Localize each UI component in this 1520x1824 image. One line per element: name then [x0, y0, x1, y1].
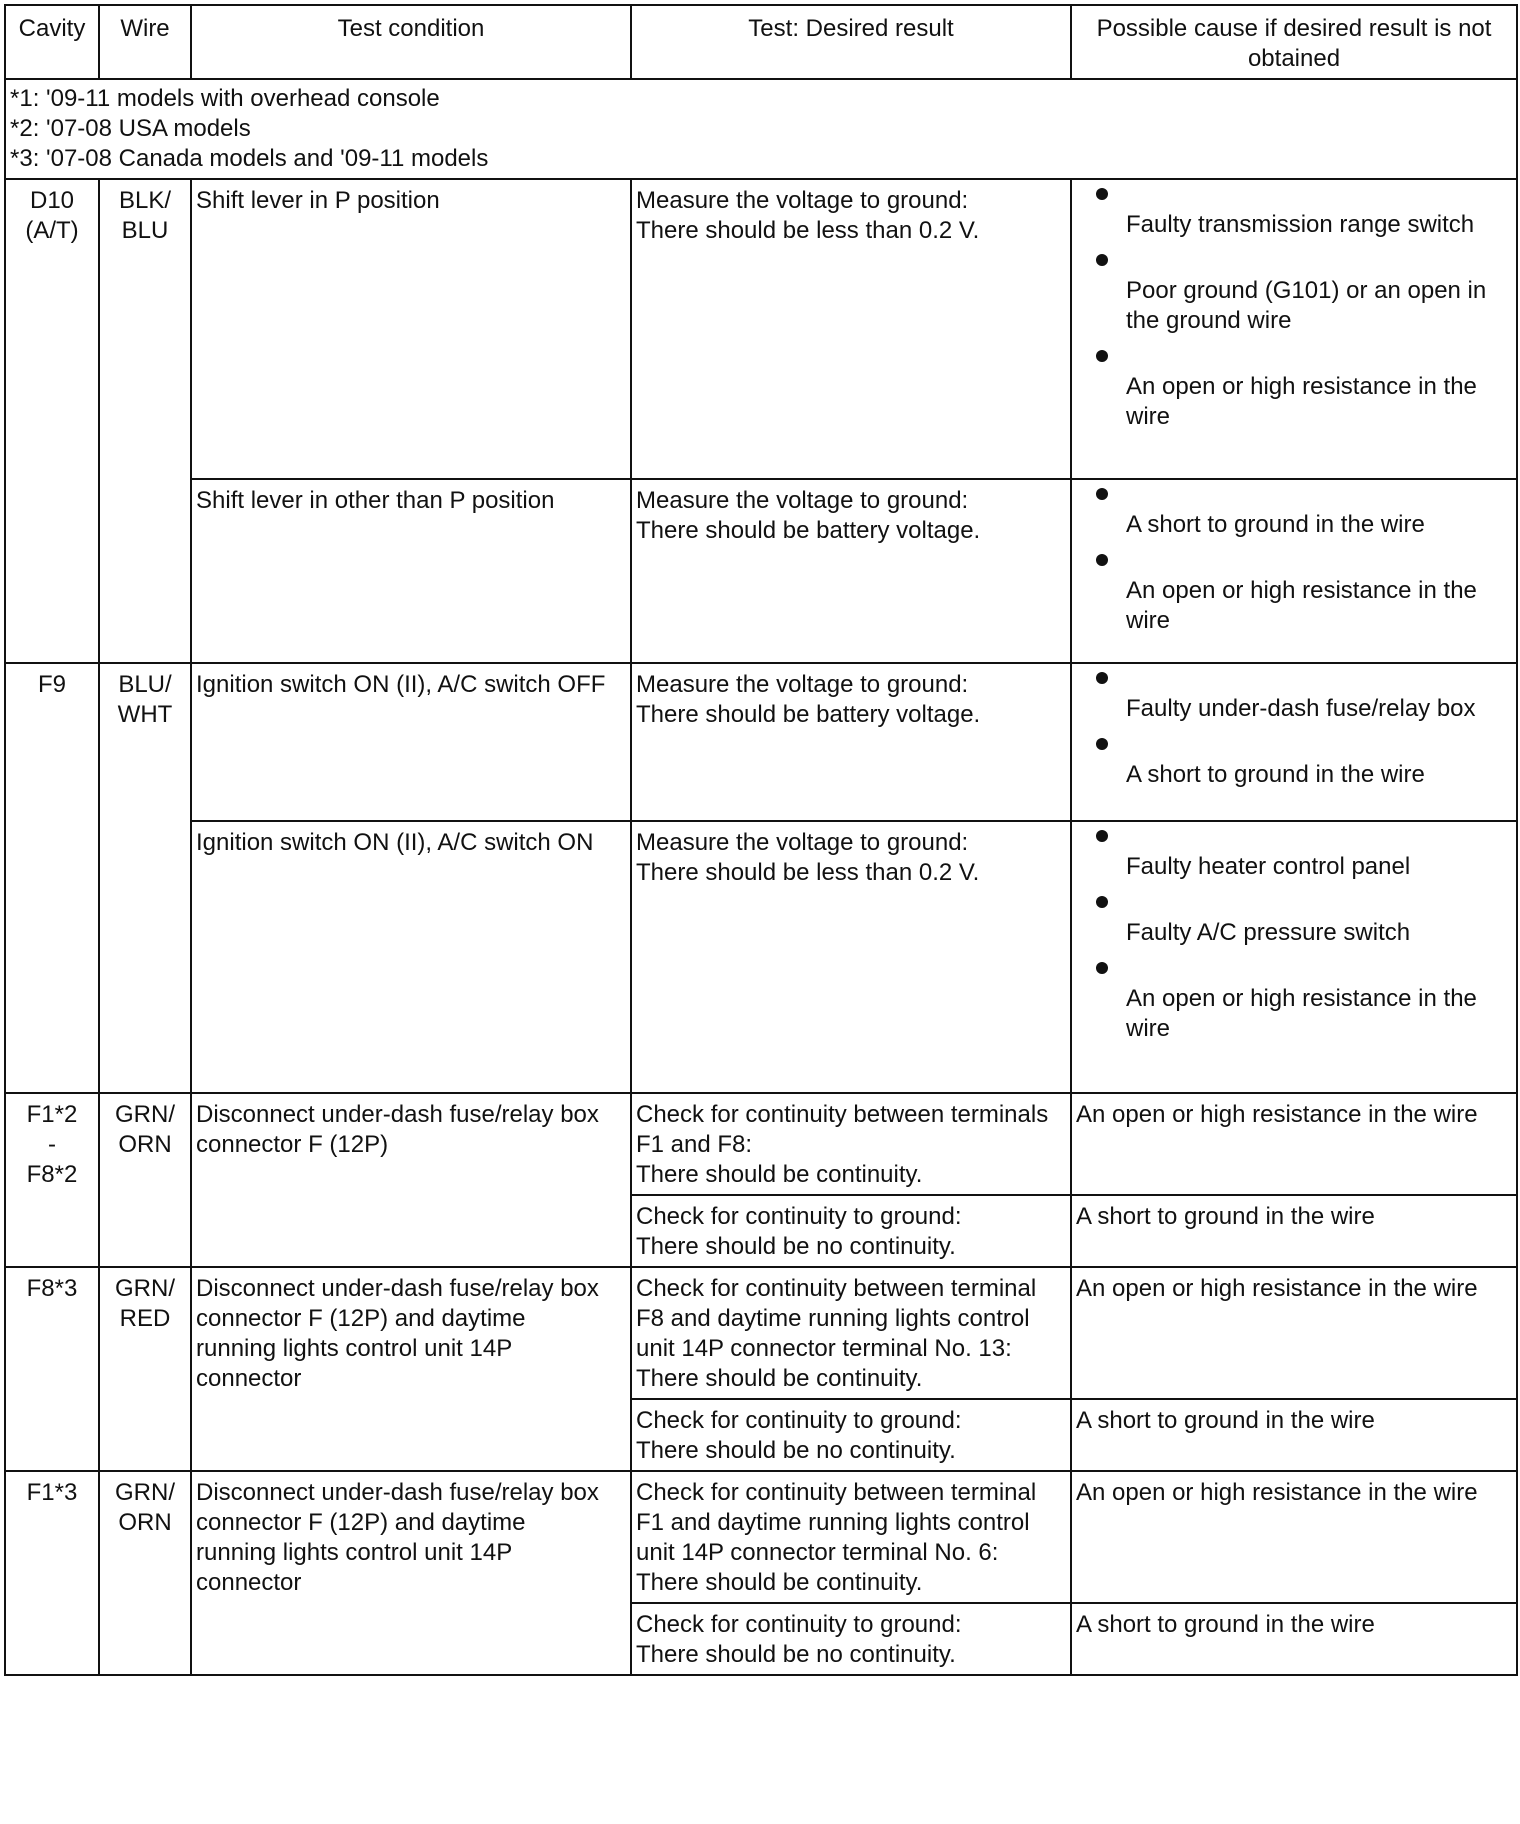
test-condition-text: Disconnect under-dash fuse/relay box: [196, 1275, 599, 1302]
table-row: [5, 1471, 1517, 1603]
possible-cause-cell: [1071, 179, 1517, 479]
cause-bullet-item: [1076, 348, 1512, 432]
table-body: [5, 79, 1517, 1675]
bullet-dot-icon: [1096, 672, 1108, 684]
possible-cause-cell: [1071, 1603, 1517, 1675]
bullet-dot-icon: [1096, 896, 1108, 908]
wire-color-text: BLK/: [118, 187, 172, 214]
cause-bullet-item: [1076, 186, 1512, 240]
test-condition-text: connector F (12P) and daytime: [196, 1509, 526, 1536]
cavity-cell: [5, 1267, 99, 1471]
test-condition-text: connector F (12P) and daytime: [196, 1305, 526, 1332]
desired-result-cell: [631, 1399, 1071, 1471]
desired-result-cell: [631, 663, 1071, 821]
test-condition-cell: [191, 821, 631, 1093]
test-condition-cell: [191, 179, 631, 479]
possible-cause-cell: [1071, 1267, 1517, 1399]
cavity-text: F9: [37, 671, 66, 698]
wire-color-cell: [99, 663, 191, 1093]
wire-color-text: ORN: [118, 1509, 172, 1536]
test-condition-text: Ignition switch ON (II), A/C switch OFF: [196, 671, 606, 698]
wiring-test-table: [4, 4, 1518, 1676]
header-wire: Wire: [99, 5, 191, 79]
wire-color-text: GRN/: [115, 1479, 175, 1506]
cause-text: A short to ground in the wire: [1076, 1611, 1375, 1638]
cause-bullet-item: [1076, 252, 1512, 336]
test-condition-text: running lights control unit 14P: [196, 1335, 513, 1362]
bullet-dot-icon: [1096, 830, 1108, 842]
test-condition-cell: [191, 1471, 631, 1675]
cause-text: An open or high resistance in the wire: [1076, 1479, 1478, 1506]
cause-bullet-item: [1076, 552, 1512, 636]
wire-color-text: GRN/: [115, 1101, 175, 1128]
desired-result-text: Measure the voltage to ground:: [636, 829, 969, 856]
test-condition-text: Disconnect under-dash fuse/relay box: [196, 1101, 599, 1128]
cause-bullet-item: [1076, 894, 1512, 948]
cavity-cell: [5, 663, 99, 1093]
desired-result-text: There should be less than 0.2 V.: [636, 217, 980, 244]
wire-color-text: ORN: [118, 1131, 172, 1158]
cause-text: Poor ground (G101) or an open in the ground wire: [1126, 277, 1487, 334]
cause-bullet-item: [1076, 960, 1512, 1044]
wire-color-cell: [99, 1471, 191, 1675]
desired-result-cell: [631, 821, 1071, 1093]
desired-result-text: F1 and F8:: [636, 1131, 753, 1158]
wire-color-text: RED: [119, 1305, 171, 1332]
wire-color-cell: [99, 1267, 191, 1471]
possible-cause-cell: [1071, 1093, 1517, 1195]
test-condition-text: connector: [196, 1569, 302, 1596]
test-condition-cell: [191, 479, 631, 663]
test-condition-cell: [191, 1267, 631, 1471]
desired-result-text: unit 14P connector terminal No. 6:: [636, 1539, 999, 1566]
desired-result-text: Check for continuity between terminal: [636, 1479, 1037, 1506]
desired-result-text: F8 and daytime running lights control: [636, 1305, 1030, 1332]
desired-result-text: There should be battery voltage.: [636, 517, 981, 544]
desired-result-text: Check for continuity between terminals: [636, 1101, 1049, 1128]
footnote-1: *1: '09-11 models with overhead console: [10, 85, 440, 112]
desired-result-text: There should be no continuity.: [636, 1437, 956, 1464]
possible-cause-cell: [1071, 479, 1517, 663]
cavity-cell: [5, 1093, 99, 1267]
cavity-text: -: [48, 1131, 56, 1158]
cause-text: Faulty under-dash fuse/relay box: [1126, 695, 1476, 722]
wire-color-text: WHT: [117, 701, 173, 728]
bullet-dot-icon: [1096, 254, 1108, 266]
table-row: [5, 1267, 1517, 1399]
desired-result-cell: [631, 1267, 1071, 1399]
cause-bullet-item: [1076, 736, 1512, 790]
possible-cause-cell: [1071, 1195, 1517, 1267]
desired-result-text: Check for continuity to ground:: [636, 1407, 962, 1434]
possible-cause-cell: [1071, 821, 1517, 1093]
header-row: [5, 5, 1517, 79]
cause-text: An open or high resistance in the wire: [1126, 373, 1477, 430]
table-row: [5, 663, 1517, 821]
cause-text: A short to ground in the wire: [1076, 1203, 1375, 1230]
table-row: [5, 479, 1517, 663]
desired-result-text: Measure the voltage to ground:: [636, 671, 969, 698]
test-condition-text: Shift lever in other than P position: [196, 487, 555, 514]
footnotes-cell: [5, 79, 1517, 179]
cavity-cell: [5, 179, 99, 663]
test-condition-cell: [191, 1093, 631, 1267]
desired-result-cell: [631, 479, 1071, 663]
test-condition-cell: [191, 663, 631, 821]
header-cavity: Cavity: [5, 5, 99, 79]
test-condition-text: Ignition switch ON (II), A/C switch ON: [196, 829, 594, 856]
test-condition-text: connector F (12P): [196, 1131, 389, 1158]
footnote-2: *2: '07-08 USA models: [10, 115, 251, 142]
cavity-text: (A/T): [25, 217, 79, 244]
table-row: [5, 1093, 1517, 1195]
desired-result-text: There should be continuity.: [636, 1365, 923, 1392]
desired-result-cell: [631, 1093, 1071, 1195]
test-condition-text: Shift lever in P position: [196, 187, 440, 214]
desired-result-text: Check for continuity between terminal: [636, 1275, 1037, 1302]
desired-result-cell: [631, 179, 1071, 479]
wire-color-cell: [99, 1093, 191, 1267]
cavity-text: F8*2: [26, 1161, 78, 1188]
cavity-text: D10: [29, 187, 75, 214]
footnote-3: *3: '07-08 Canada models and '09-11 models: [10, 145, 489, 172]
desired-result-text: unit 14P connector terminal No. 13:: [636, 1335, 1012, 1362]
cause-text: An open or high resistance in the wire: [1126, 577, 1477, 634]
desired-result-text: There should be no continuity.: [636, 1233, 956, 1260]
possible-cause-cell: [1071, 1471, 1517, 1603]
desired-result-text: Check for continuity to ground:: [636, 1611, 962, 1638]
possible-cause-cell: [1071, 663, 1517, 821]
desired-result-text: Measure the voltage to ground:: [636, 487, 969, 514]
bullet-dot-icon: [1096, 488, 1108, 500]
cause-text: An open or high resistance in the wire: [1076, 1101, 1478, 1128]
wire-color-text: GRN/: [115, 1275, 175, 1302]
bullet-dot-icon: [1096, 962, 1108, 974]
desired-result-cell: [631, 1471, 1071, 1603]
desired-result-text: F1 and daytime running lights control: [636, 1509, 1030, 1536]
cause-bullet-item: [1076, 486, 1512, 540]
desired-result-text: There should be continuity.: [636, 1161, 923, 1188]
header-possible-cause: Possible cause if desired result is not obtained: [1071, 5, 1517, 79]
desired-result-cell: [631, 1195, 1071, 1267]
test-condition-text: connector: [196, 1365, 302, 1392]
bullet-dot-icon: [1096, 738, 1108, 750]
footnotes-row: [5, 79, 1517, 179]
bullet-dot-icon: [1096, 554, 1108, 566]
cause-text: Faulty heater control panel: [1126, 853, 1411, 880]
cause-text: A short to ground in the wire: [1126, 511, 1425, 538]
possible-cause-cell: [1071, 1399, 1517, 1471]
cavity-text: F1*3: [26, 1479, 78, 1506]
cause-text: A short to ground in the wire: [1076, 1407, 1375, 1434]
cavity-text: F1*2: [26, 1101, 78, 1128]
bullet-dot-icon: [1096, 350, 1108, 362]
desired-result-text: Check for continuity to ground:: [636, 1203, 962, 1230]
cause-text: Faulty transmission range switch: [1126, 211, 1475, 238]
table-row: [5, 821, 1517, 1093]
desired-result-text: There should be less than 0.2 V.: [636, 859, 980, 886]
cause-text: Faulty A/C pressure switch: [1126, 919, 1411, 946]
wire-color-text: BLU: [121, 217, 169, 244]
wire-color-cell: [99, 179, 191, 663]
bullet-dot-icon: [1096, 188, 1108, 200]
wire-color-text: BLU/: [118, 671, 172, 698]
cause-text: An open or high resistance in the wire: [1076, 1275, 1478, 1302]
cavity-cell: [5, 1471, 99, 1675]
desired-result-cell: [631, 1603, 1071, 1675]
cause-bullet-item: [1076, 670, 1512, 724]
header-test-condition: Test condition: [191, 5, 631, 79]
desired-result-text: There should be battery voltage.: [636, 701, 981, 728]
test-condition-text: Disconnect under-dash fuse/relay box: [196, 1479, 599, 1506]
desired-result-text: Measure the voltage to ground:: [636, 187, 969, 214]
table-row: [5, 179, 1517, 479]
cause-bullet-item: [1076, 828, 1512, 882]
test-condition-text: running lights control unit 14P: [196, 1539, 513, 1566]
desired-result-text: There should be no continuity.: [636, 1641, 956, 1668]
cause-text: A short to ground in the wire: [1126, 761, 1425, 788]
wiring-test-table-document: [4, 4, 1516, 1676]
cause-text: An open or high resistance in the wire: [1126, 985, 1477, 1042]
header-desired-result: Test: Desired result: [631, 5, 1071, 79]
desired-result-text: There should be continuity.: [636, 1569, 923, 1596]
cavity-text: F8*3: [26, 1275, 78, 1302]
